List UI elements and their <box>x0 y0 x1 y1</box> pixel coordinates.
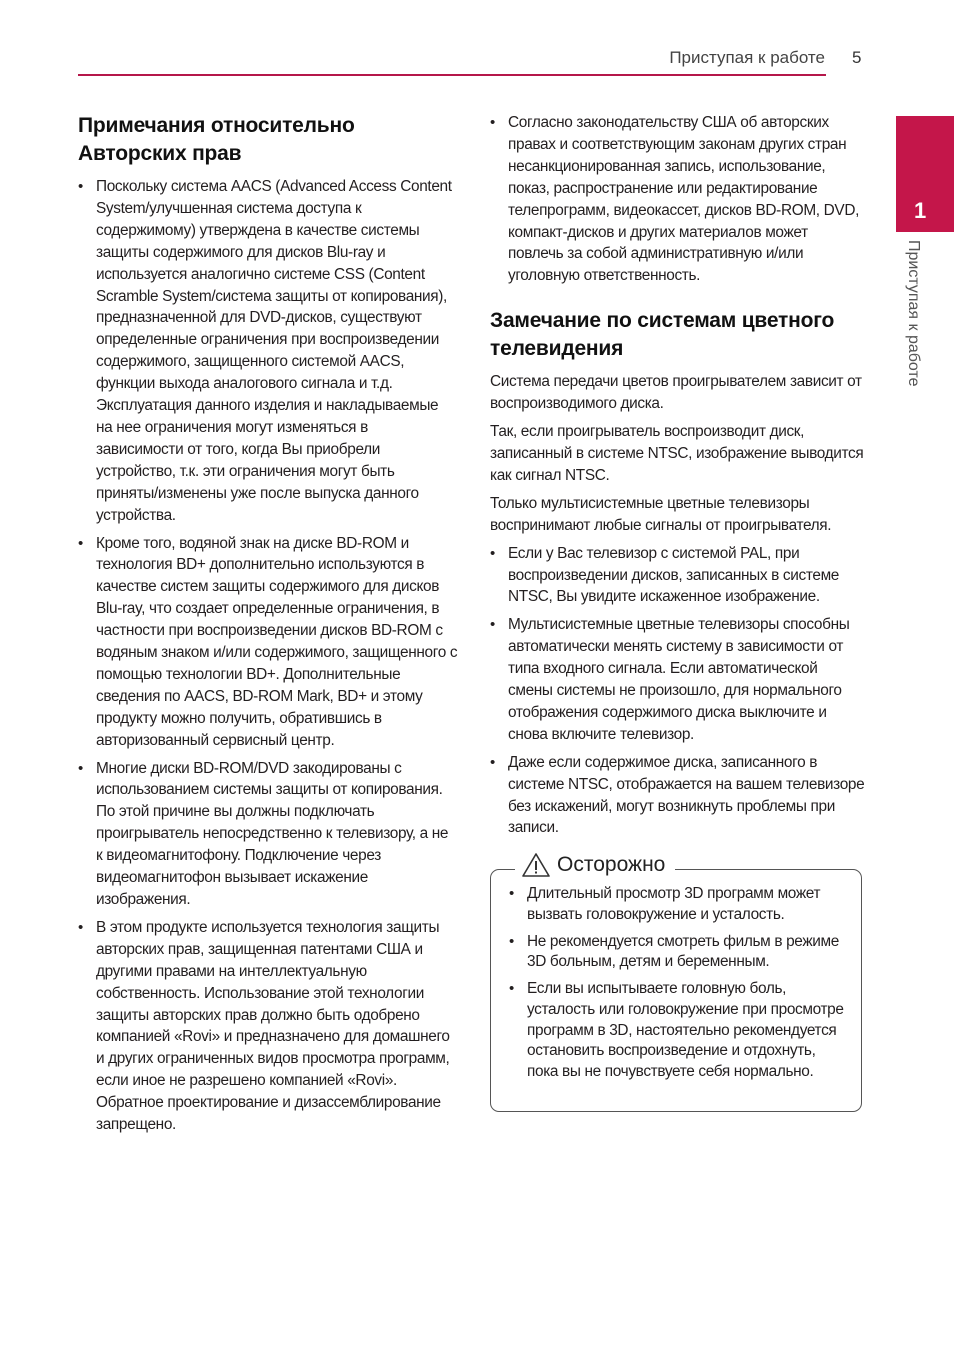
list-item: • Поскольку система AACS (Advanced Access Content System/улучшенная система доступа к содержимому) утверждена в качестве системы защиты содержимого для дисков Blu-ray и используется аналогично системе CSS (Content Scramble System/система защиты от копирования), предназначенной для DVD-дисков, существуют определенные ограничения при воспроизведении содержимого, защищенного системой AACS, функции выхода аналогового сигнала и т.д. Эксплуатация данного изделия и накладываемые на нее ограничения могут изменяться в зависимости от того, когда Вы приобрели устройство, т.к. эти ограничения могут быть приняты/изменены уже после выпуска данного устройства. <box>78 176 458 527</box>
paragraph: Так, если проигрыватель воспроизводит диск, записанный в системе NTSC, изображение выводится как сигнал NTSC. <box>490 423 864 484</box>
list-item: • В этом продукте используется технология защиты авторских прав, защищенная патентами США и другими правами на интеллектуальную собственность. Использование этой технологии защиты авторских прав должно быть одобрено компанией «Rovi» и предназначено для домашнего и других ограниченных видов просмотра программ, если иное не разрешено компанией «Rovi». Обратное проектирование и дизассемблирование запрещено. <box>78 917 458 1136</box>
chapter-number: 1 <box>914 198 927 223</box>
caution-list <box>509 884 847 1082</box>
running-header-title: Приступая к работе <box>669 48 825 67</box>
list-item: • Если у Вас телевизор с системой PAL, при воспроизведении дисков, записанных в системе NTSC, Вы увидите искаженное изображение. <box>490 543 866 609</box>
chapter-tab <box>896 116 954 232</box>
list-item: • Мультисистемные цветные телевизоры способны автоматически менять систему в зависимости от типа входного сигнала. Если автоматической смены системы не произошло, для нормального отображения содержимого диска выключите и снова включите телевизор. <box>490 614 866 745</box>
paragraph: Только мультисистемные цветные телевизоры воспринимают любые сигналы от проигрывателя. <box>490 494 832 534</box>
caution-box <box>490 853 862 1111</box>
list-item: • Если вы испытываете головную боль, усталость или головокружение при просмотре программ в 3D, настоятельно рекомендуется остановить воспроизведение и отдохнуть, пока вы не почувствуете себя нормально. <box>509 979 847 1083</box>
paragraph: Система передачи цветов проигрывателем зависит от воспроизводимого диска. <box>490 373 862 413</box>
list-item: • Согласно законодательству США об авторских правах и соответствующим законам других стран несанкционированная запись, использование, показ, распространение или редактирование телепрограмм, видеокассет, дисков BD-ROM, DVD, компакт-дисков и других материалов может повлечь за собой административную и/или уголовную ответственность. <box>490 112 866 287</box>
list-item: • Длительный просмотр 3D программ может вызвать головокружение и усталость. <box>509 884 847 925</box>
color-systems-heading: Замечание по системам цветного телевидения <box>490 309 835 361</box>
list-item: • Даже если содержимое диска, записанного в системе NTSC, отображается на вашем телевизоре без искажений, могут возникнуть проблемы при записи. <box>490 752 866 840</box>
copyright-list <box>78 176 458 1136</box>
chapter-side-label: Приступая к работе <box>905 240 922 387</box>
copyright-heading: Примечания относительно Авторских прав <box>78 114 355 165</box>
color-systems-list <box>490 543 866 840</box>
list-item: • Кроме того, водяной знак на диске BD-ROM и технология BD+ дополнительно используются в качестве систем защиты содержимого для дисков Blu-ray, что создает определенные ограничения, в частности при воспроизведении дисков BD-ROM с водяным знаком и/или содержимого, защищенного с помощью технологии BD+. Дополнительные сведения по AACS, BD-ROM Mark, BD+ и этому продукту можно получить, обратившись в авторизованный сервисный центр. <box>78 533 458 752</box>
warning-triangle-icon <box>521 852 551 878</box>
right-column <box>490 112 866 1112</box>
page-number: 5 <box>852 48 862 67</box>
list-item: • Многие диски BD-ROM/DVD закодированы с использованием системы защиты от копирования. По этой причине вы должны подключать проигрыватель непосредственно к телевизору, а не к видеомагнитофону. Подключение через видеомагнитофон вызывает искажение изображения. <box>78 758 458 911</box>
left-column <box>78 112 458 1142</box>
list-item: • Не рекомендуется смотреть фильм в режиме 3D больным, детям и беременным. <box>509 932 847 973</box>
copyright-list-continued <box>490 112 866 287</box>
caution-header <box>515 852 675 878</box>
caution-title: Осторожно <box>557 853 666 877</box>
header-divider <box>78 74 826 76</box>
